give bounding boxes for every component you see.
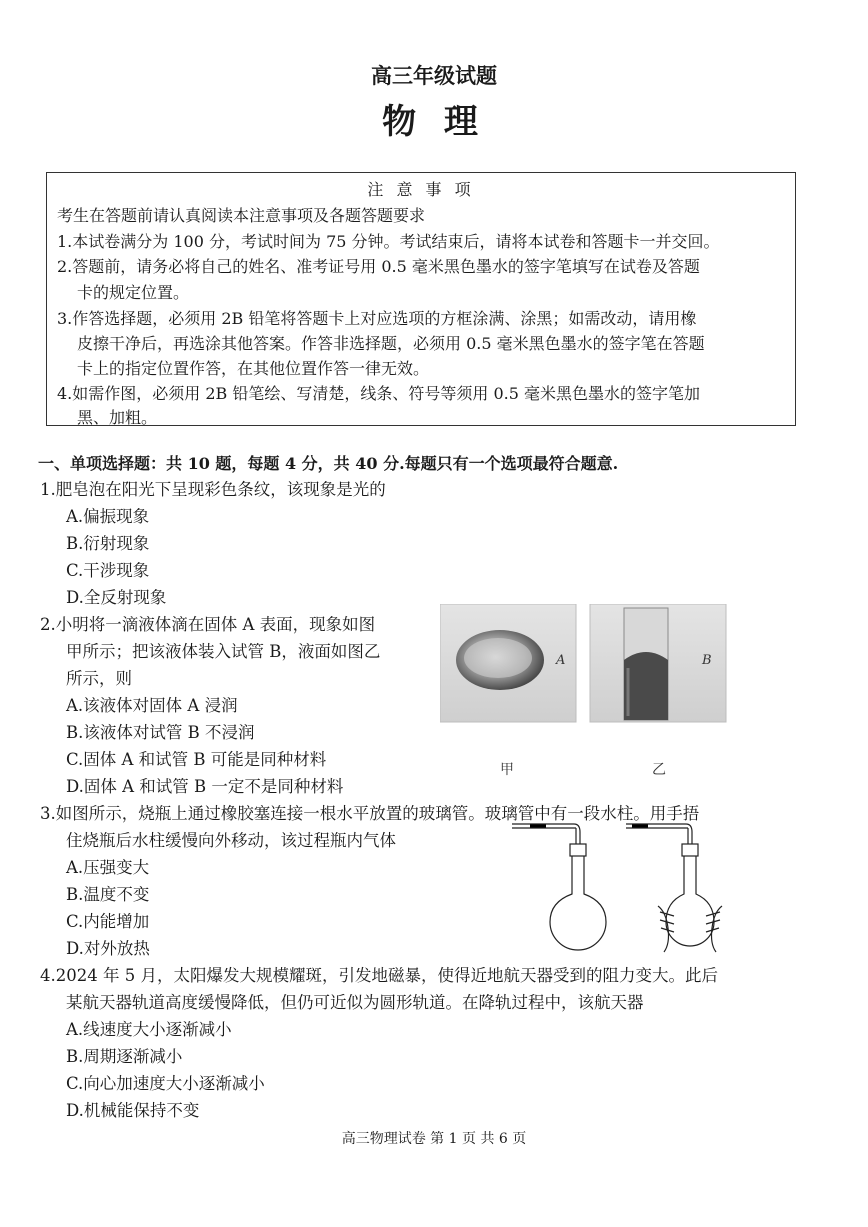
question-2-option-a: A.该液体对固体 A 浸润 xyxy=(66,696,238,715)
question-3-option-a: A.压强变大 xyxy=(66,858,150,877)
question-2-stem: 甲所示；把该液体装入试管 B，液面如图乙 xyxy=(66,642,381,661)
subject-title: 物 理 xyxy=(382,102,486,142)
question-1-option-c: C.干涉现象 xyxy=(66,561,150,580)
notice-title: 注 意 事 项 xyxy=(367,180,475,199)
notice-line: 考生在答题前请认真阅读本注意事项及各题答题要求 xyxy=(57,206,426,225)
notice-line: 卡上的指定位置作答，在其他位置作答一律无效。 xyxy=(77,359,430,378)
question-1-option-b: B.衍射现象 xyxy=(66,534,150,553)
question-4-option-a: A.线速度大小逐渐减小 xyxy=(66,1020,232,1039)
question-1-option-d: D.全反射现象 xyxy=(66,588,167,607)
question-2-option-b: B.该液体对试管 B 不浸润 xyxy=(66,723,255,742)
question-2-stem: 2.小明将一滴液体滴在固体 A 表面，现象如图 xyxy=(40,615,376,634)
flask-left xyxy=(512,824,606,950)
question-4-option-c: C.向心加速度大小逐渐减小 xyxy=(66,1074,265,1093)
notice-line: 黑、加粗。 xyxy=(77,408,158,427)
notice-line: 卡的规定位置。 xyxy=(77,283,190,302)
notice-line: 2.答题前，请务必将自己的姓名、准考证号用 0.5 毫米黑色墨水的签字笔填写在试卷及答题 xyxy=(57,257,700,276)
figure-caption-jia: 甲 xyxy=(500,762,514,778)
question-4-option-d: D.机械能保持不变 xyxy=(66,1101,200,1120)
question-3-option-b: B.温度不变 xyxy=(66,885,150,904)
question-2-stem: 所示，则 xyxy=(66,669,132,688)
question-2-figure xyxy=(440,604,730,780)
notice-box xyxy=(46,172,796,426)
figure-label-b: B xyxy=(702,653,712,668)
question-4-stem: 某航天器轨道高度缓慢降低，但仍可近似为圆形轨道。在降轨过程中，该航天器 xyxy=(66,993,644,1012)
flask-right-with-hands xyxy=(626,824,722,952)
notice-line: 皮擦干净后，再选涂其他答案。作答非选择题，必须用 0.5 毫米黑色墨水的签字笔在答题 xyxy=(77,334,705,353)
question-3-stem: 住烧瓶后水柱缓慢向外移动，该过程瓶内气体 xyxy=(66,831,396,850)
question-2-option-c: C.固体 A 和试管 B 可能是同种材料 xyxy=(66,750,327,769)
question-3-figure xyxy=(508,816,730,956)
question-1-stem: 1.肥皂泡在阳光下呈现彩色条纹，该现象是光的 xyxy=(40,480,386,499)
question-1-option-a: A.偏振现象 xyxy=(66,507,150,526)
section-heading: 一、单项选择题：共 10 题，每题 4 分，共 40 分.每题只有一个选项最符合题意. xyxy=(38,454,619,473)
exam-grade-title: 高三年级试题 xyxy=(371,63,497,88)
page-footer: 高三物理试卷 第 1 页 共 6 页 xyxy=(341,1131,527,1147)
question-4-stem: 4.2024 年 5 月，太阳爆发大规模耀斑，引发地磁暴，使得近地航天器受到的阻力变大。此后 xyxy=(40,966,718,985)
question-3-option-d: D.对外放热 xyxy=(66,939,150,958)
question-3-stem: 3.如图所示，烧瓶上通过橡胶塞连接一根水平放置的玻璃管。玻璃管中有一段水柱。用手捂 xyxy=(40,804,700,823)
notice-line: 4.如需作图，必须用 2B 铅笔绘、写清楚，线条、符号等须用 0.5 毫米黑色墨水的签字笔加 xyxy=(57,384,700,403)
question-2-option-d: D.固体 A 和试管 B 一定不是同种材料 xyxy=(66,777,344,796)
question-3-option-c: C.内能增加 xyxy=(66,912,150,931)
figure-caption-yi: 乙 xyxy=(652,762,666,778)
notice-line: 3.作答选择题，必须用 2B 铅笔将答题卡上对应选项的方框涂满、涂黑；如需改动，请用橡 xyxy=(57,309,697,328)
liquid-in-tube xyxy=(624,652,668,720)
figure-label-a: A xyxy=(556,653,566,668)
question-4-option-b: B.周期逐渐减小 xyxy=(66,1047,183,1066)
notice-line: 1.本试卷满分为 100 分，考试时间为 75 分钟。考试结束后，请将本试卷和答题卡一并交回。 xyxy=(57,232,720,251)
